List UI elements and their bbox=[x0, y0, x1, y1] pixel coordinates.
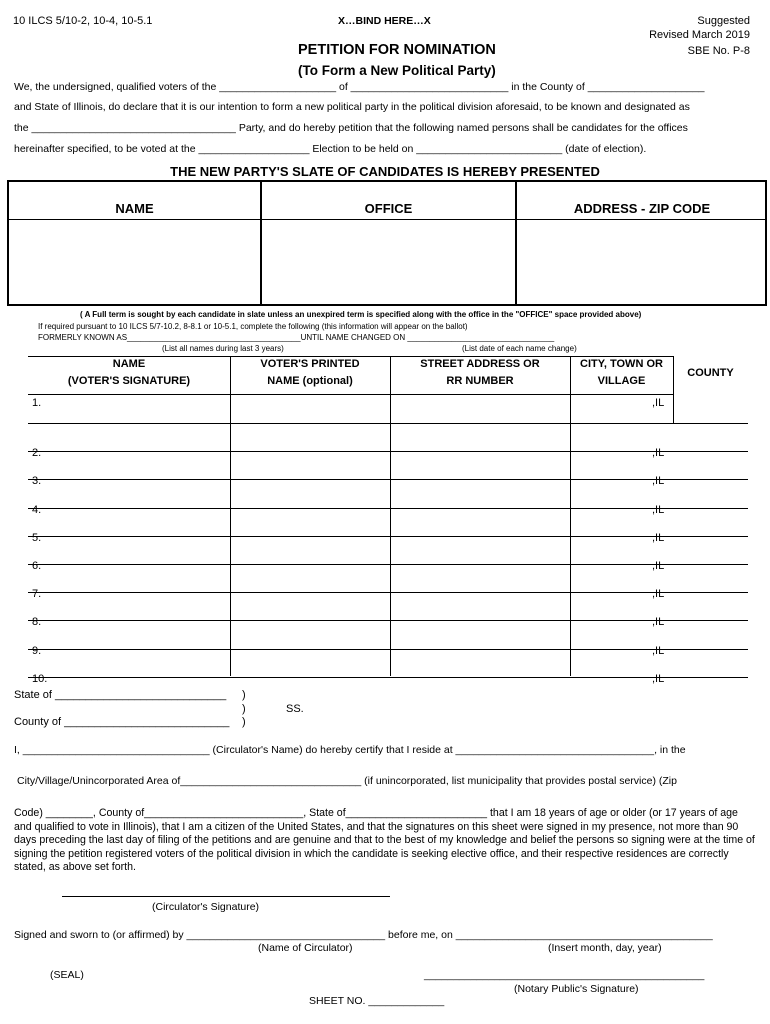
bracket-paren: ) bbox=[242, 689, 246, 701]
state-suffix: ,IL bbox=[652, 447, 665, 460]
slate-heading: THE NEW PARTY'S SLATE OF CANDIDATES IS HEREBY PRESENTED bbox=[170, 164, 600, 179]
table-row[interactable] bbox=[28, 475, 748, 508]
table-row[interactable] bbox=[28, 447, 748, 480]
list-names-hint: (List all names during last 3 years) bbox=[162, 344, 284, 353]
suggested-label: Suggested bbox=[697, 15, 750, 27]
if-required-note: If required pursuant to 10 ILCS 5/7-10.2, 8-8.1 or 10-5.1, complete the following (this information will appear on the ballot) bbox=[38, 322, 468, 331]
row-number: 4. bbox=[32, 503, 42, 516]
state-suffix: ,IL bbox=[652, 475, 665, 488]
table-row[interactable] bbox=[28, 531, 748, 565]
city-village-line: City/Village/Unincorporated Area of_______________________________ (if unincorporated, list municipality that provides postal service) (Zip bbox=[17, 775, 677, 787]
state-suffix: ,IL bbox=[652, 644, 665, 657]
notary-signature-label: (Notary Public's Signature) bbox=[514, 983, 639, 995]
row-number: 6. bbox=[32, 560, 42, 572]
intro-line-4: hereinafter specified, to be voted at the ___________________ Election to be held on _________________________ (date of election). bbox=[14, 143, 647, 155]
col-header-name bbox=[28, 356, 230, 390]
slate-col-name: NAME bbox=[115, 201, 154, 216]
col-header-county: COUNTY bbox=[687, 367, 734, 379]
state-suffix: ,IL bbox=[652, 397, 665, 409]
state-suffix: ,IL bbox=[652, 672, 665, 685]
col-header-printed-name bbox=[230, 356, 390, 390]
col-header-street bbox=[390, 356, 570, 390]
slate-address-field[interactable] bbox=[519, 221, 765, 304]
state-suffix: ,IL bbox=[652, 503, 665, 516]
bracket-paren: ) bbox=[242, 703, 246, 715]
page-title: PETITION FOR NOMINATION bbox=[298, 42, 496, 58]
candidate-slate-table bbox=[7, 180, 767, 306]
sheet-number: SHEET NO. _____________ bbox=[309, 995, 445, 1007]
county-of-line: County of ___________________________ bbox=[14, 716, 230, 728]
page-subtitle: (To Form a New Political Party) bbox=[298, 63, 496, 78]
signed-sworn-line: Signed and sworn to (or affirmed) by __________________________________ before me, on ____________________________________________ bbox=[14, 929, 713, 941]
name-of-circulator-label: (Name of Circulator) bbox=[258, 942, 353, 954]
state-of-line: State of ____________________________ bbox=[14, 689, 227, 701]
row-number: 3. bbox=[32, 475, 42, 488]
row-number: 7. bbox=[32, 588, 42, 601]
col-header-street-line1: STREET ADDRESS OR bbox=[420, 358, 540, 370]
bracket-paren: ) bbox=[242, 716, 246, 728]
state-suffix: ,IL bbox=[652, 531, 665, 544]
state-suffix: ,IL bbox=[652, 616, 665, 629]
row-number: 8. bbox=[32, 616, 42, 629]
table-row[interactable] bbox=[28, 560, 748, 593]
table-row[interactable] bbox=[28, 588, 748, 621]
row-number: 5. bbox=[32, 531, 42, 544]
voter-signature-table bbox=[28, 356, 748, 685]
bind-here-label: X…BIND HERE…X bbox=[338, 15, 431, 27]
ss-label: SS. bbox=[286, 703, 304, 715]
row-number: 2. bbox=[32, 447, 42, 460]
revised-date: Revised March 2019 bbox=[649, 29, 750, 41]
slate-office-field[interactable] bbox=[264, 221, 513, 304]
col-header-city bbox=[570, 356, 673, 390]
statute-reference: 10 ILCS 5/10-2, 10-4, 10-5.1 bbox=[13, 15, 153, 27]
notary-signature-line[interactable]: ________________________________________________ bbox=[424, 969, 705, 981]
insert-date-label: (Insert month, day, year) bbox=[548, 942, 662, 954]
circulator-signature-label: (Circulator's Signature) bbox=[152, 901, 260, 913]
table-row[interactable] bbox=[28, 644, 748, 678]
slate-name-field[interactable] bbox=[11, 221, 258, 304]
col-header-name-line2: (VOTER'S SIGNATURE) bbox=[67, 375, 191, 387]
col-header-printed-line2: NAME (optional) bbox=[267, 375, 353, 387]
table-row[interactable] bbox=[28, 616, 748, 649]
row-number: 1. bbox=[32, 397, 42, 409]
formerly-known-as-line: FORMERLY KNOWN AS_______________________________________UNTIL NAME CHANGED ON _________________________________ bbox=[38, 333, 555, 342]
seal-label: (SEAL) bbox=[50, 969, 84, 981]
row-number: 9. bbox=[32, 644, 42, 657]
circulator-signature-line[interactable] bbox=[62, 896, 390, 897]
state-suffix: ,IL bbox=[652, 560, 665, 572]
slate-col-address: ADDRESS - ZIP CODE bbox=[573, 201, 711, 216]
intro-line-2: and State of Illinois, do declare that it is our intention to form a new political party in the political division aforesaid, to be known and designated as bbox=[14, 101, 690, 113]
table-row[interactable] bbox=[28, 503, 748, 537]
circulator-name-line: I, ________________________________ (Circulator's Name) do hereby certify that I reside at __________________________________, in the bbox=[14, 744, 686, 756]
form-number: SBE No. P-8 bbox=[687, 45, 750, 57]
intro-line-1: We, the undersigned, qualified voters of the ____________________ of ___________________________ in the County of ____________________ bbox=[14, 81, 705, 93]
intro-line-3: the ___________________________________ Party, and do hereby petition that the following named persons shall be candidates for the offices bbox=[14, 122, 688, 134]
row-number: 10. bbox=[32, 672, 48, 685]
full-term-note: ( A Full term is sought by each candidate in slate unless an unexpired term is specified along with the office in the "OFFICE" space provided above) bbox=[80, 310, 642, 319]
col-header-city-line1: CITY, TOWN OR bbox=[580, 358, 663, 370]
state-suffix: ,IL bbox=[652, 588, 665, 601]
col-header-printed-line1: VOTER'S PRINTED bbox=[260, 358, 360, 370]
table-row[interactable] bbox=[28, 397, 748, 452]
col-header-name-line1: NAME bbox=[112, 358, 146, 370]
slate-col-office: OFFICE bbox=[364, 201, 413, 216]
table-rule bbox=[28, 394, 673, 395]
col-header-city-line2: VILLAGE bbox=[597, 375, 646, 387]
affidavit-body: Code) ________, County of___________________________, State of________________________ that I am 18 years of age or older (or 17 years of age and qualified to vote in Illinois), that I am a citizen of the United States, and that the signatures on this sheet were signed in my presence, not more than 90 days preceding the last day of filing of the petitions and are genuine and that to the best of my knowledge and belief the persons so signing were at the time of signing the petition registered voters of the political division in which the candidate is seeking elective office, and their respective residences are correctly stated, as above set forth. bbox=[14, 807, 755, 873]
col-header-street-line2: RR NUMBER bbox=[446, 375, 514, 387]
list-dates-hint: (List date of each name change) bbox=[462, 344, 577, 353]
slate-header-rule bbox=[9, 219, 765, 220]
